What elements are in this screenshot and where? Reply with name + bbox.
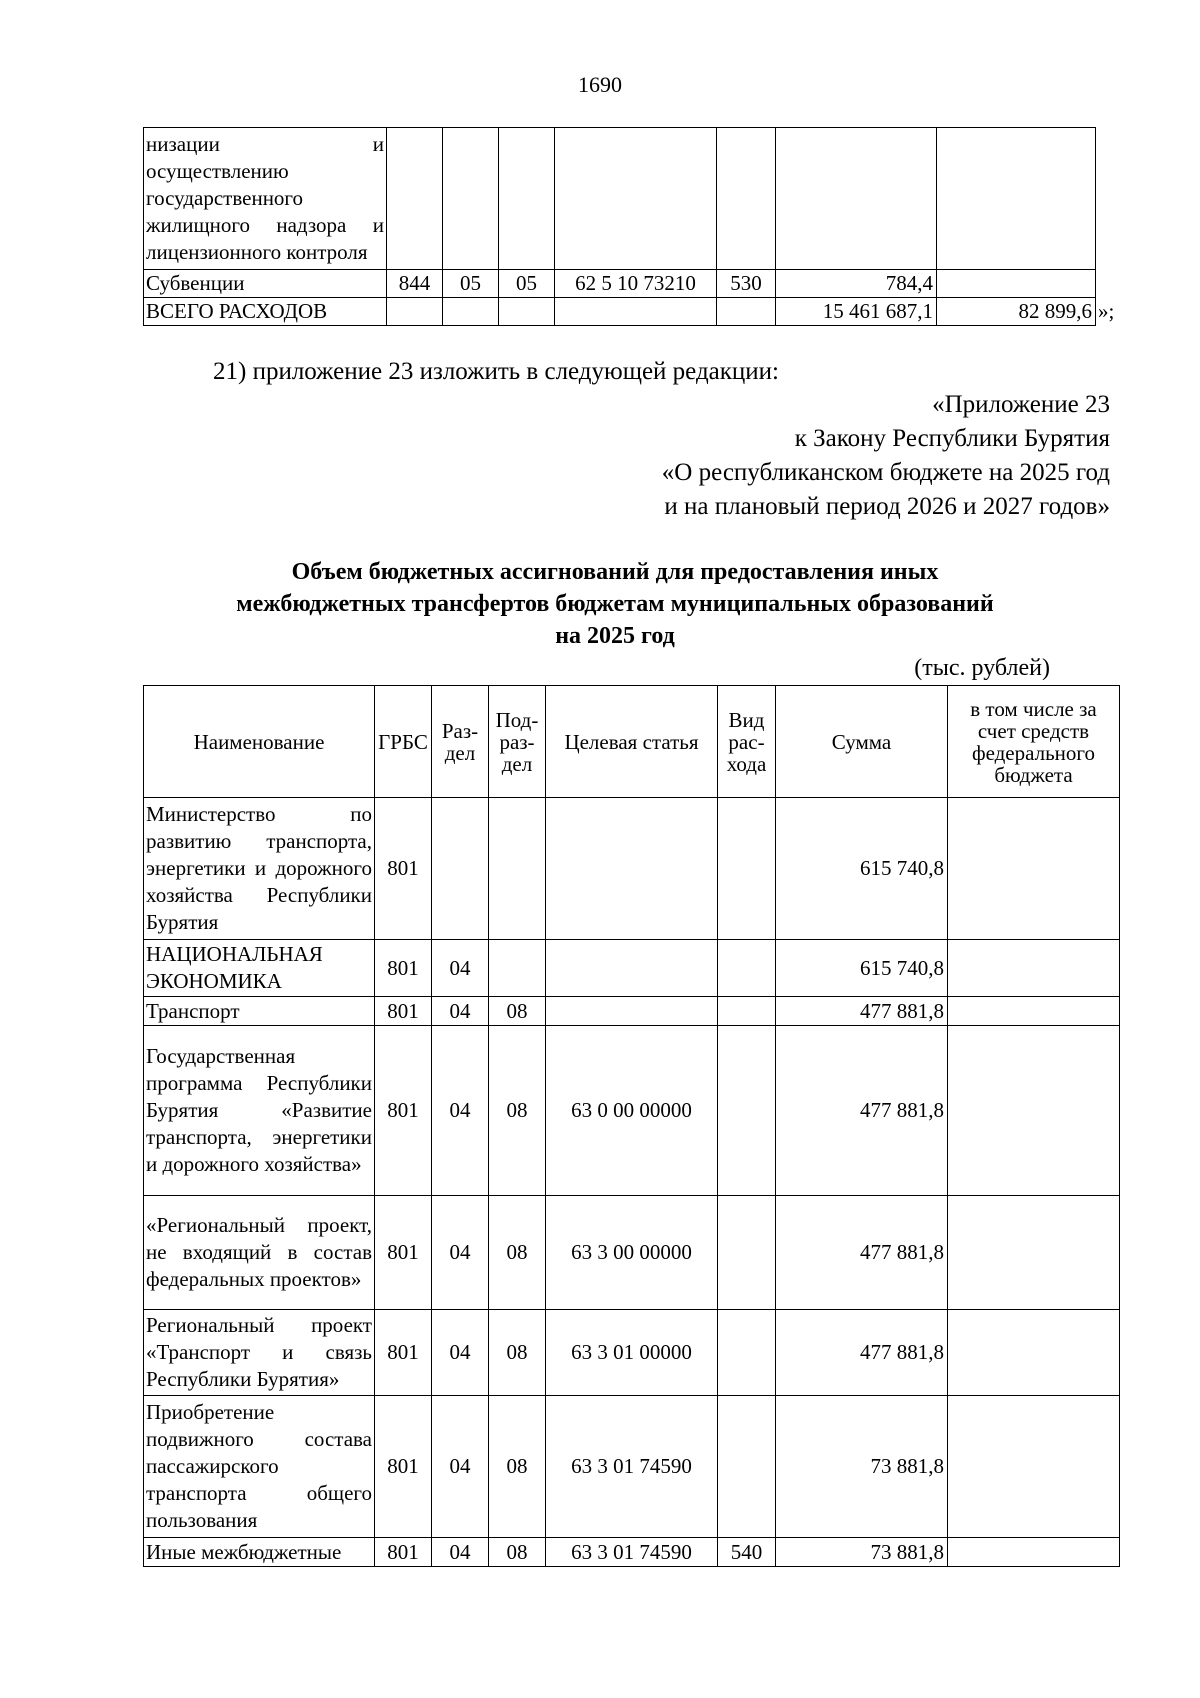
table-row: «Региональный проект, не входящий в состав федеральных проектов» 801 04 08 63 3 00 00000 477 881,8 xyxy=(144,1196,1120,1310)
row-name: Транспорт xyxy=(144,997,375,1026)
row-name: Иные межбюджетные xyxy=(144,1538,375,1567)
header-name: Наименование xyxy=(144,686,375,798)
table-header-row xyxy=(144,686,1120,798)
header-grbs: ГРБС xyxy=(375,686,432,798)
table-row: ВСЕГО РАСХОДОВ 15 461 687,1 82 899,6 xyxy=(144,298,1096,326)
row-name: Региональный проект «Транспорт и связь Республики Бурятия» xyxy=(144,1310,375,1396)
closing-quote: »; xyxy=(1098,299,1115,323)
table-row xyxy=(144,128,1096,270)
row-name: низации и осуществлению государственного жилищного надзора и лицензионного контроля xyxy=(144,128,387,270)
appendix-header: «Приложение 23 к Закону Республики Бурятия «О республиканском бюджете на 2025 год и на плановый период 2026 и 2027 годов» xyxy=(661,391,1110,520)
row-name: Приобретение подвижного состава пассажирского транспорта общего пользования xyxy=(144,1396,375,1538)
table-row: Иные межбюджетные 801 04 08 63 3 01 74590 540 73 881,8 xyxy=(144,1538,1120,1567)
header-razdel: Раз-дел xyxy=(432,686,489,798)
allocations-table xyxy=(143,685,1120,1567)
table-row: НАЦИОНАЛЬНАЯ ЭКОНОМИКА 801 04 615 740,8 xyxy=(144,940,1120,997)
header-podrazdel: Под-раз-дел xyxy=(489,686,546,798)
continued-table xyxy=(143,127,1096,326)
table-row: Государственная программа Республики Бурятия «Развитие транспорта, энергетики и дорожного хозяйства» 801 04 08 63 0 00 00000 477 881,8 xyxy=(144,1026,1120,1196)
amendment-paragraph: 21) приложение 23 изложить в следующей редакции: xyxy=(213,358,779,385)
total-federal: 82 899,6 xyxy=(937,298,1096,326)
row-name: ВСЕГО РАСХОДОВ xyxy=(144,298,387,326)
table-row: Региональный проект «Транспорт и связь Республики Бурятия» 801 04 08 63 3 01 00000 477 881,8 xyxy=(144,1310,1120,1396)
row-name: НАЦИОНАЛЬНАЯ ЭКОНОМИКА xyxy=(144,940,375,997)
page-number: 1690 xyxy=(578,72,622,97)
document-title: Объем бюджетных ассигнований для предоставления иных межбюджетных трансфертов бюджетам муниципальных образований на 2025 год xyxy=(236,559,994,649)
header-federal: в том числе за счет средств федерального бюджета xyxy=(948,686,1120,798)
header-target: Целевая статья xyxy=(546,686,718,798)
table-row: Транспорт 801 04 08 477 881,8 xyxy=(144,997,1120,1026)
units-label: (тыс. рублей) xyxy=(914,655,1050,681)
row-name: «Региональный проект, не входящий в состав федеральных проектов» xyxy=(144,1196,375,1310)
row-name: Министерство по развитию транспорта, энергетики и дорожного хозяйства Республики Бурятия xyxy=(144,798,375,940)
table-row: Министерство по развитию транспорта, энергетики и дорожного хозяйства Республики Бурятия 801 615 740,8 xyxy=(144,798,1120,940)
header-sum: Сумма xyxy=(776,686,948,798)
row-name: Субвенции xyxy=(144,270,387,298)
header-vid: Вид рас-хода xyxy=(718,686,776,798)
table-row: Приобретение подвижного состава пассажирского транспорта общего пользования 801 04 08 63 3 01 74590 73 881,8 xyxy=(144,1396,1120,1538)
table-row: Субвенции 844 05 05 62 5 10 73210 530 784,4 xyxy=(144,270,1096,298)
row-name: Государственная программа Республики Бурятия «Развитие транспорта, энергетики и дорожного хозяйства» xyxy=(144,1026,375,1196)
